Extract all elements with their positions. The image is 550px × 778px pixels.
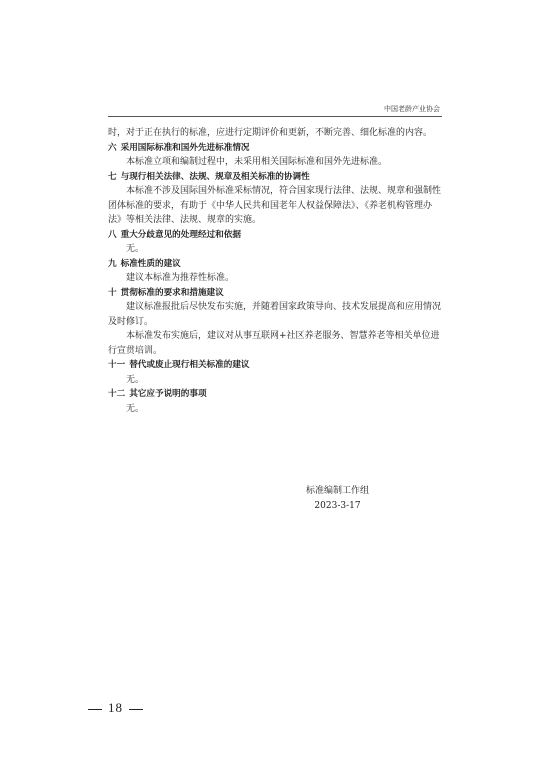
document-body (108, 126, 442, 416)
signature-group: 标准编制工作组 (306, 486, 370, 496)
section-7-text: 本标准不涉及国际国外标准采标情况，符合国家现行法律、法规、规章和强制性团体标准的要求，有助于《中华人民共和国老年人权益保障法》、《养老机构管理办法》等相关法律、法规、规章的实施。 (108, 186, 442, 225)
section-11-text: 无。 (126, 374, 145, 385)
section-9-number: 九 (108, 258, 117, 269)
section-10-heading (108, 286, 442, 301)
section-8-text: 无。 (126, 244, 145, 254)
section-6-number: 六 (108, 142, 117, 153)
section-7-heading (108, 170, 442, 185)
section-9-text: 建议本标准为推荐性标准。 (126, 273, 235, 283)
section-6-title: 采用国际标准和国外先进标准情况 (120, 142, 250, 153)
section-11-heading (108, 358, 442, 373)
section-10-number: 十 (108, 287, 117, 298)
section-11-title: 替代或废止现行相关标准的建议 (129, 360, 250, 370)
section-7-number: 七 (108, 171, 117, 182)
section-11-number: 十一 (108, 360, 126, 370)
page-number-value: 18 (108, 700, 123, 715)
page-dash-right (129, 709, 143, 710)
section-12-heading (108, 387, 442, 402)
section-9-title: 标准性质的建议 (120, 258, 181, 269)
section-12-title: 其它应予说明的事项 (129, 389, 207, 399)
header-divider (108, 116, 442, 117)
paragraph-continuation: 时，对于正在执行的标准，应进行定期评价和更新，不断完善、细化标准的内容。 (108, 128, 433, 138)
section-10-text-1: 建议标准报批后尽快发布实施，并随着国家政策导向、技术发展提高和应用情况及时修订。 (108, 302, 442, 327)
header-organization: 中国老龄产业协会 (384, 105, 440, 113)
section-7-title: 与现行相关法律、法规、规章及相关标准的协调性 (120, 171, 310, 182)
section-6-heading (108, 141, 442, 156)
section-8-number: 八 (108, 229, 117, 240)
section-12-number: 十二 (108, 389, 126, 399)
section-8-heading (108, 228, 442, 243)
section-12-text: 无。 (126, 403, 145, 414)
signature-date: 2023-3-17 (314, 501, 361, 511)
section-9-heading (108, 257, 442, 272)
page-number (82, 700, 149, 716)
section-10-title: 贯彻标准的要求和措施建议 (120, 287, 224, 298)
page-dash-left (88, 709, 102, 710)
section-6-text: 本标准立项和编制过程中，未采用相关国际标准和国外先进标准。 (126, 157, 388, 167)
section-10-text-2: 本标准发布实施后，建议对从事互联网+社区养老服务、智慧养老等相关单位进行宣贯培训。 (108, 331, 440, 356)
signature-block (306, 484, 369, 514)
section-8-title: 重大分歧意见的处理经过和依据 (120, 229, 241, 240)
